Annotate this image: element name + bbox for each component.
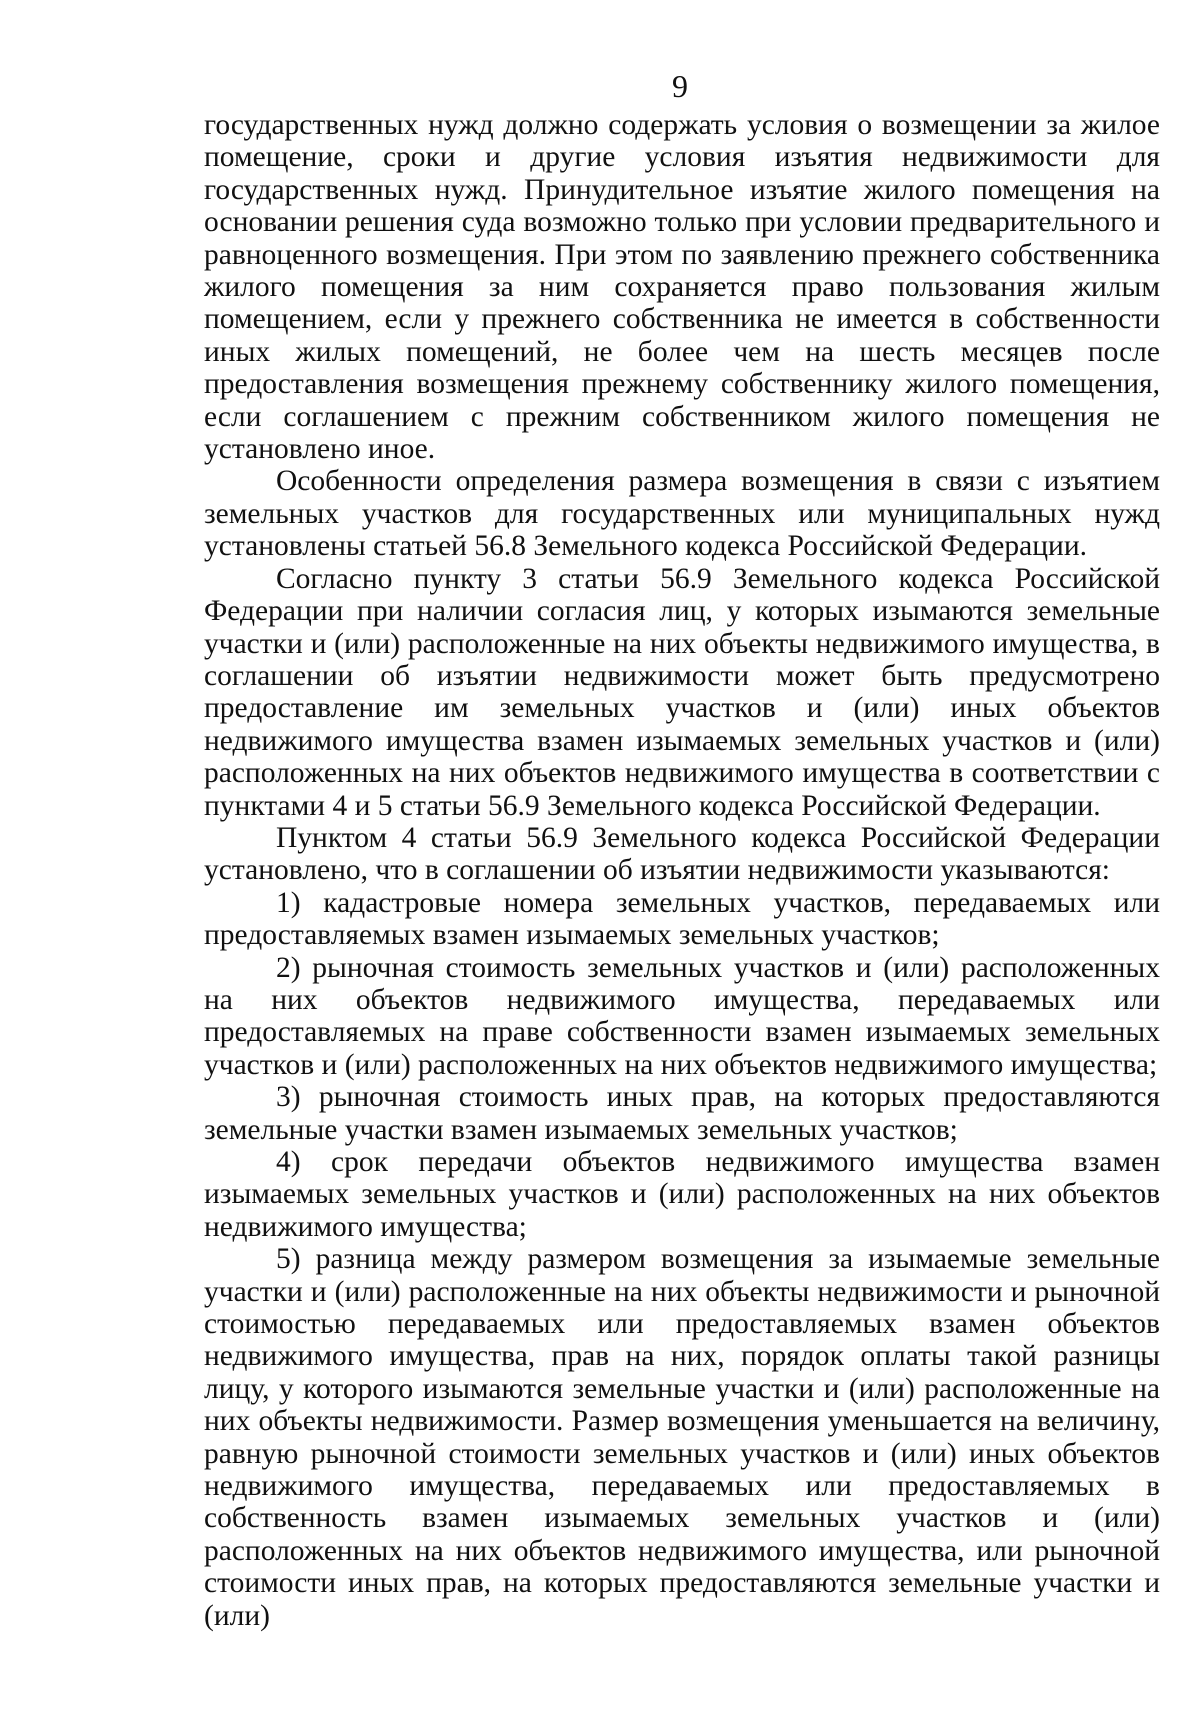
paragraph-land-compensation: Особенности определения размера возмещения в связи с изъятием земельных участков для государственных или муниципальных нужд установлены статьей 56.8 Земельного кодекса Российской Федерации.: [204, 465, 1160, 563]
list-item-3: 3) рыночная стоимость иных прав, на которых предоставляются земельные участки взамен изымаемых земельных участков;: [204, 1081, 1160, 1146]
list-item-4: 4) срок передачи объектов недвижимого имущества взамен изымаемых земельных участков и (или) расположенных на них объектов недвижимого имущества;: [204, 1146, 1160, 1243]
list-item-2: 2) рыночная стоимость земельных участков и (или) расположенных на них объектов недвижимого имущества, передаваемых или предоставляемых на праве собственности взамен изымаемых земельных участков и (или) расположенных на них объектов недвижимого имущества;: [204, 951, 1160, 1081]
paragraph-article-56-9-point-3: Согласно пункту 3 статьи 56.9 Земельного кодекса Российской Федерации при наличии согласия лиц, у которых изымаются земельные участки и (или) расположенные на них объекты недвижимого имущества, в соглашении об изъятии недвижимости может быть предусмотрено предоставление им земельных участков и (или) иных объектов недвижимого имущества взамен изымаемых земельных участков и (или) расположенных на них объектов недвижимого имущества в соответствии с пунктами 4 и 5 статьи 56.9 Земельного кодекса Российской Федерации.: [204, 562, 1160, 822]
list-item-5: 5) разница между размером возмещения за изымаемые земельные участки и (или) расположенные на них объекты недвижимости и рыночной стоимостью передаваемых или предоставляемых взамен объектов недвижимого имущества, прав на них, порядок оплаты такой разницы лицу, у которого изымаются земельные участки и (или) расположенные на них объекты недвижимости. Размер возмещения уменьшается на величину, равную рыночной стоимости земельных участков и (или) иных объектов недвижимого имущества, передаваемых или предоставляемых в собственность взамен изымаемых земельных участков и (или) расположенных на них объектов недвижимого имущества, или рыночной стоимости иных прав, на которых предоставляются земельные участки и (или): [204, 1243, 1160, 1632]
list-item-1: 1) кадастровые номера земельных участков, передаваемых или предоставляемых взамен изымаемых земельных участков;: [204, 886, 1160, 952]
document-body: [204, 109, 1160, 1632]
page-number: 9: [672, 68, 688, 104]
paragraph-article-56-9-point-4: Пунктом 4 статьи 56.9 Земельного кодекса Российской Федерации установлено, что в соглашении об изъятии недвижимости указываются:: [204, 821, 1160, 887]
paragraph-continuation: государственных нужд должно содержать условия о возмещении за жилое помещение, сроки и другие условия изъятия недвижимости для государственных нужд. Принудительное изъятие жилого помещения на основании решения суда возможно только при условии предварительного и равноценного возмещения. При этом по заявлению прежнего собственника жилого помещения за ним сохраняется право пользования жилым помещением, если у прежнего собственника не имеется в собственности иных жилых помещений, не более чем на шесть месяцев после предоставления возмещения прежнему собственнику жилого помещения, если соглашением с прежним собственником жилого помещения не установлено иное.: [204, 109, 1160, 466]
